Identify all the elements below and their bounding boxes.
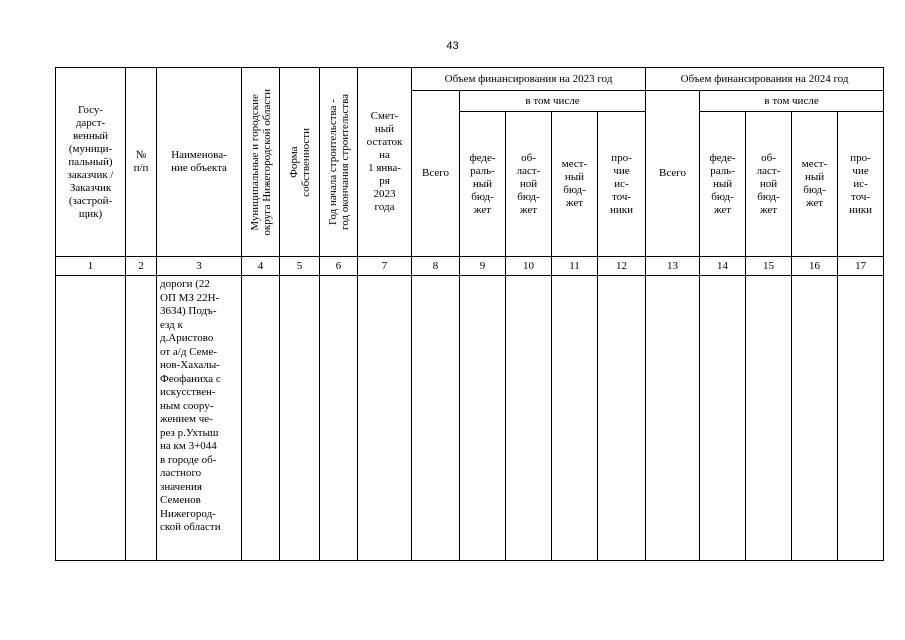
column-number: 13 <box>646 257 700 276</box>
table-cell <box>56 276 126 561</box>
header-total-2023: Всего <box>412 91 460 257</box>
header-other-2024: про- чие ис- точ- ники <box>838 112 884 257</box>
column-number: 11 <box>552 257 598 276</box>
column-number: 2 <box>126 257 157 276</box>
header-estimated-remainder: Смет- ный остаток на 1 янва- ря 2023 года <box>358 68 412 257</box>
table-cell <box>412 276 460 561</box>
table-cell <box>552 276 598 561</box>
column-number: 15 <box>746 257 792 276</box>
column-number: 1 <box>56 257 126 276</box>
table-cell <box>700 276 746 561</box>
column-number: 10 <box>506 257 552 276</box>
header-municipality: Муниципальные и городские округа Нижегородской области <box>242 68 280 257</box>
header-local-2024: мест- ный бюд- жет <box>792 112 838 257</box>
table-cell <box>126 276 157 561</box>
header-object-name: Наименова- ние объекта <box>157 68 242 257</box>
column-number: 6 <box>320 257 358 276</box>
header-regional-2023: об- ласт- ной бюд- жет <box>506 112 552 257</box>
table-cell <box>746 276 792 561</box>
header-including-2024: в том числе <box>700 91 884 112</box>
table-cell <box>506 276 552 561</box>
header-other-2023: про- чие ис- точ- ники <box>598 112 646 257</box>
table-cell <box>838 276 884 561</box>
column-number: 14 <box>700 257 746 276</box>
header-total-2024: Всего <box>646 91 700 257</box>
column-number: 9 <box>460 257 506 276</box>
column-number: 12 <box>598 257 646 276</box>
header-regional-2024: об- ласт- ной бюд- жет <box>746 112 792 257</box>
header-federal-2023: феде- раль- ный бюд- жет <box>460 112 506 257</box>
object-name-cell: дороги (22 ОП МЗ 22Н- 3634) Подъ- езд к д.Аристово от а/д Семе- нов-Хахалы- Феофаниха с искусствен- ным соору- жением че- рез р.Ухтыш на км 3+044 в городе об- ластного значения Семенов Нижегород- ской области <box>157 276 242 561</box>
header-financing-2023: Объем финансирования на 2023 год <box>412 68 646 91</box>
financing-table <box>55 67 884 561</box>
table-cell <box>320 276 358 561</box>
header-federal-2024: феде- раль- ный бюд- жет <box>700 112 746 257</box>
header-financing-2024: Объем финансирования на 2024 год <box>646 68 884 91</box>
column-number: 4 <box>242 257 280 276</box>
table-cell <box>280 276 320 561</box>
table-cell <box>460 276 506 561</box>
table-row <box>56 276 884 561</box>
table-cell <box>598 276 646 561</box>
table-cell <box>646 276 700 561</box>
table-cell <box>792 276 838 561</box>
header-number: № п/п <box>126 68 157 257</box>
column-number: 7 <box>358 257 412 276</box>
column-number: 8 <box>412 257 460 276</box>
header-construction-years: Год начала строительства - год окончания строительства <box>320 68 358 257</box>
column-number: 16 <box>792 257 838 276</box>
header-customer: Госу- дарст- венный (муници- пальный) заказчик / Заказчик (застрой- щик) <box>56 68 126 257</box>
table-cell <box>242 276 280 561</box>
column-number: 17 <box>838 257 884 276</box>
header-including-2023: в том числе <box>460 91 646 112</box>
header-ownership: Форма собственности <box>280 68 320 257</box>
column-number: 3 <box>157 257 242 276</box>
table-cell <box>358 276 412 561</box>
header-local-2023: мест- ный бюд- жет <box>552 112 598 257</box>
column-number: 5 <box>280 257 320 276</box>
page-number: 43 <box>446 40 459 52</box>
